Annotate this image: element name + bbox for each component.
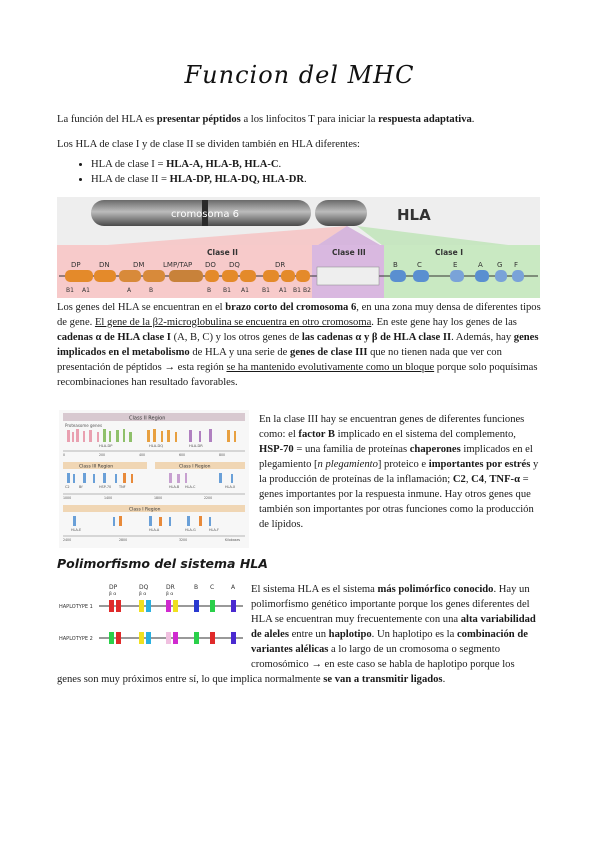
text: . Un haplotipo es la xyxy=(371,629,457,640)
text: La función del HLA es xyxy=(57,114,157,125)
underlined-text: El gene de la β2-microglobulina se encuentra en otro cromosoma xyxy=(94,317,372,328)
tick-label: 3200 xyxy=(179,538,188,542)
bold-text: TNF-α xyxy=(489,474,520,485)
text: . xyxy=(304,174,307,185)
tick-label: 600 xyxy=(179,453,186,457)
tick-label: Kilobases xyxy=(225,538,241,542)
chromosome-6-figure xyxy=(57,197,540,298)
gene-label: DQ xyxy=(229,261,240,269)
map-label: HLA-DP xyxy=(99,444,113,448)
bold-text: genes de clase III xyxy=(290,347,368,358)
map-label: HLA-A xyxy=(149,528,160,532)
map-label: Class I Region xyxy=(179,464,211,470)
hla-gene-map-figure xyxy=(59,410,249,548)
gene-label: B xyxy=(194,584,199,591)
gene-label: C xyxy=(417,261,422,269)
map-label: HLA-G xyxy=(185,528,196,532)
sub-label: β α xyxy=(166,592,174,597)
text: . Hay un polimorfismo genético importante porque los genes diferentes del HLA se encuentran muy frecuentemente con una xyxy=(251,584,530,625)
tick-label: 2400 xyxy=(63,538,72,542)
text: ] proteico e xyxy=(377,459,429,470)
map-label: Class I Region xyxy=(129,507,161,513)
map-label: C2 xyxy=(65,485,70,489)
sub-label: A xyxy=(127,287,132,294)
gene-label: E xyxy=(453,261,458,269)
text: , xyxy=(465,474,472,485)
gene-label: DO xyxy=(205,261,216,269)
gene-label: A xyxy=(231,584,236,591)
text: , en una zona muy densa de diferentes tipos de gene. xyxy=(57,302,541,328)
text: En la clase III hay se encuentran genes de diferentes funciones como: el xyxy=(259,414,525,440)
map-label: HSP-70 xyxy=(99,485,112,489)
sub-label: B1 xyxy=(66,287,74,294)
haplotype-label: HAPLOTYPE 1 xyxy=(59,604,93,610)
bold-text: brazo corto del cromosoma 6 xyxy=(225,302,357,313)
gene-label: DQ xyxy=(139,584,149,591)
text: a lo largo de un cromosoma o segmento cromosómico → en este caso se habla de haplotipo porque los genes son muy próximos entre sí, lo que implica normalmente xyxy=(57,644,515,685)
sub-label: B1 xyxy=(223,287,231,294)
tick-label: 0 xyxy=(63,453,66,457)
bold-text: presentar péptidos xyxy=(156,114,241,125)
page-title: Funcion del MHC xyxy=(184,61,415,89)
tick-label: 200 xyxy=(99,453,106,457)
text: . xyxy=(471,114,475,125)
text: porque solo poquísimas recombinaciones han resultado favorables. xyxy=(57,362,538,388)
bold-text: genes implicados en el metabolismo xyxy=(57,332,539,358)
tick-label: 400 xyxy=(139,453,146,457)
tick-label: 1000 xyxy=(63,496,72,500)
bold-text: HLA-A, HLA-B, HLA-C xyxy=(166,159,279,170)
text: (A, B, C) y los otros genes de xyxy=(170,332,302,343)
bold-text: factor B xyxy=(298,429,335,440)
gene-label: DR xyxy=(166,584,175,591)
text: = genes importantes por la respuesta inmune. Hay otros genes que también son importantes por otras funciones como la producción de lípidos. xyxy=(259,474,534,530)
paragraph-genes xyxy=(57,300,541,390)
bold-text: más polimórfico conocido xyxy=(377,584,494,595)
chromosome-label: cromosoma 6 xyxy=(170,209,240,220)
bold-text: C2 xyxy=(452,474,466,485)
sub-label: B1 xyxy=(293,287,301,294)
tick-label: 1800 xyxy=(154,496,163,500)
text: = una familia de proteínas xyxy=(293,444,410,455)
map-label: HLA-X xyxy=(225,485,236,489)
text: HLA de clase I = xyxy=(91,159,167,170)
list-item xyxy=(91,157,557,172)
sub-label: A1 xyxy=(82,287,90,294)
text: de HLA y una serie de xyxy=(189,347,291,358)
text: HLA de clase II = xyxy=(91,174,170,185)
bullet-list xyxy=(73,157,557,187)
text: . Además, hay xyxy=(451,332,514,343)
sub-label: β α xyxy=(139,592,147,597)
gene-label: DP xyxy=(71,261,81,269)
map-label: HLA-E xyxy=(71,528,82,532)
bold-text: cadenas α de HLA clase I xyxy=(57,332,171,343)
sub-label: B2 xyxy=(303,287,311,294)
bold-text: las cadenas α y β de HLA clase II xyxy=(301,332,452,343)
bold-text: alta variabilidad de aleles xyxy=(251,614,536,640)
sub-label: B xyxy=(149,287,154,294)
text: El sistema HLA es el sistema xyxy=(251,584,378,595)
gene-label: F xyxy=(514,261,519,269)
bold-text: chaperones xyxy=(409,444,461,455)
gene-label: LMP/TAP xyxy=(163,261,193,269)
map-label: HLA-DR xyxy=(189,444,203,448)
map-label: HLA-DQ xyxy=(149,444,164,448)
map-label: Class II Region xyxy=(129,415,166,422)
sub-label: β α xyxy=(109,592,117,597)
haplotype-label: HAPLOTYPE 2 xyxy=(59,636,93,642)
text: a los linfocitos T para iniciar la xyxy=(240,114,379,125)
text: . xyxy=(278,159,282,170)
text: que no tienen nada que ver con presentación de péptidos → esta región xyxy=(57,347,502,373)
tick-label: 2800 xyxy=(119,538,128,542)
region-label: Clase III xyxy=(332,248,366,257)
map-label: TNF xyxy=(119,485,126,489)
bold-text: C4 xyxy=(471,474,485,485)
gene-label: DN xyxy=(99,261,110,269)
bold-text: respuesta adaptativa xyxy=(378,114,472,125)
gene-label: DM xyxy=(133,261,145,269)
bold-text: combinación de variantes alélicas xyxy=(251,629,528,655)
map-label: Bf xyxy=(79,485,83,489)
gene-label: C xyxy=(210,584,215,591)
text: . xyxy=(442,674,446,685)
hla-label: HLA xyxy=(397,206,431,224)
gene-label: B xyxy=(393,261,398,269)
text: implicado en el sistema del complemento, xyxy=(335,429,516,440)
gene-label: A xyxy=(478,261,483,269)
sub-label: A1 xyxy=(279,287,287,294)
paragraph-function xyxy=(57,112,541,127)
map-label: HLA-C xyxy=(185,485,196,489)
gene-label: DP xyxy=(109,584,118,591)
bold-text: HSP-70 xyxy=(259,444,294,455)
bold-text: HLA-DP, HLA-DQ, HLA-DR xyxy=(169,174,305,185)
sub-label: B xyxy=(207,287,212,294)
map-label: HLA-B xyxy=(169,485,180,489)
tick-label: 800 xyxy=(219,453,226,457)
paragraph-polymorphism xyxy=(57,582,541,687)
gene-label: DR xyxy=(275,261,286,269)
sub-label: B1 xyxy=(262,287,270,294)
paragraph-classes: Los HLA de clase I y de clase II se dividen también en HLA diferentes: xyxy=(57,139,360,150)
region-label: Clase I xyxy=(435,248,464,257)
region-label: Clase II xyxy=(207,248,238,257)
section-heading: Polimorfismo del sistema HLA xyxy=(57,556,268,571)
list-item xyxy=(91,172,557,187)
tick-label: 2200 xyxy=(204,496,213,500)
text: y la producción de proteínas de la inflamación; xyxy=(259,459,539,485)
text: , xyxy=(484,474,490,485)
map-label: Class III Region xyxy=(79,464,114,470)
map-label: Proteasome genes xyxy=(65,423,103,428)
gene-label: G xyxy=(497,261,503,269)
text: Los genes del HLA se encuentran en el xyxy=(57,302,226,313)
tick-label: 1400 xyxy=(104,496,113,500)
bold-text: se van a transmitir ligados xyxy=(323,674,443,685)
sub-label: A1 xyxy=(241,287,249,294)
text: entre un xyxy=(288,629,329,640)
bold-text: importantes por estrés xyxy=(428,459,531,470)
map-label: HLA-F xyxy=(209,528,219,532)
underlined-text: se ha mantenido evolutivamente como un bloque xyxy=(226,362,435,373)
bold-text: haplotipo xyxy=(328,629,372,640)
paragraph-class3 xyxy=(259,412,542,532)
float-spacer xyxy=(57,582,251,670)
italic-text: n plegamiento xyxy=(317,459,378,470)
text: implicados en el plegamiento [ xyxy=(259,444,533,470)
text: . En este gene hay los genes de las xyxy=(371,317,517,328)
